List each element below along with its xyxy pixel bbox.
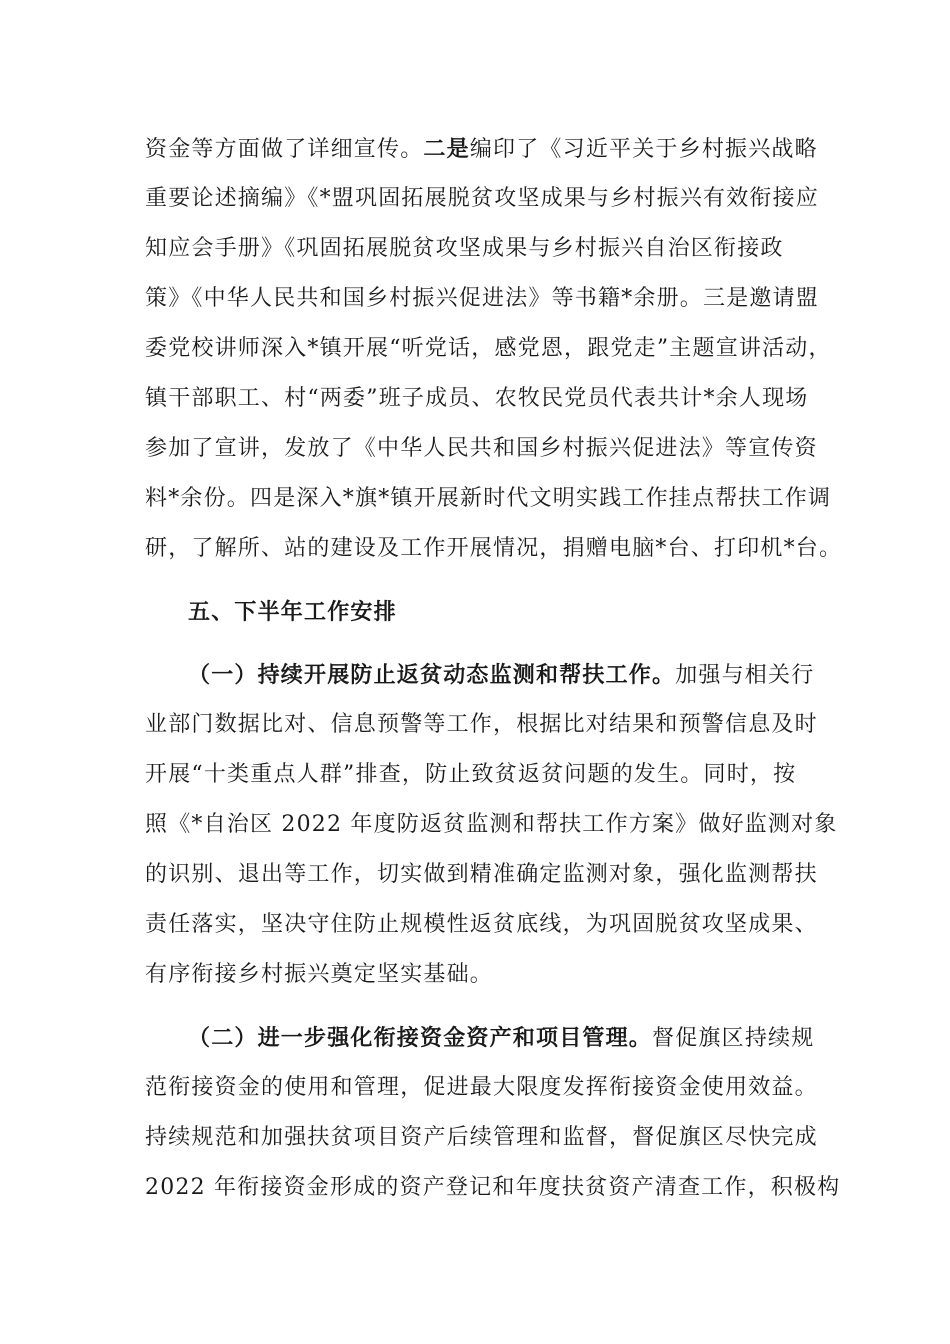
paragraph-line: 研，了解所、站的建设及工作开展情况，捐赠电脑*台、打印机*台。 — [145, 536, 843, 561]
paragraph-line: 重要论述摘编》《*盟巩固拓展脱贫攻坚成果与乡村振兴有效衔接应 — [145, 186, 820, 211]
bold-keyword: 二是 — [423, 136, 470, 162]
paragraph-line: 业部门数据比对、信息预警等工作，根据比对结果和预警信息及时 — [145, 712, 818, 737]
paragraph-line: 有序衔接乡村振兴奠定坚实基础。 — [145, 962, 494, 987]
paragraph-line: 责任落实，坚决守住防止规模性返贫底线，为巩固脱贫攻坚成果、 — [145, 912, 818, 937]
paragraph-line: 镇干部职工、村“两委”班子成员、农牧民党员代表共计*余人现场 — [145, 386, 809, 411]
paragraph-line: 范衔接资金的使用和管理，促进最大限度发挥衔接资金使用效益。 — [145, 1075, 818, 1100]
paragraph-line: 开展“十类重点人群”排查，防止致贫返贫问题的发生。同时，按 — [145, 762, 797, 787]
paragraph-line: 2022 年衔接资金形成的资产登记和年度扶贫资产清查工作，积极构 — [145, 1175, 841, 1200]
subsection-title: （一）持续开展防止返贫动态监测和帮扶工作。 — [188, 662, 676, 688]
paragraph-line: 策》《中华人民共和国乡村振兴促进法》等书籍*余册。三是邀请盟 — [145, 286, 820, 311]
subsection-title: （二）进一步强化衔接资金资产和项目管理。 — [188, 1025, 653, 1051]
text-run: 编印了《习近平关于乡村振兴战略 — [469, 137, 818, 162]
section-heading: 五、下半年工作安排 — [188, 599, 397, 625]
paragraph-line: 持续规范和加强扶贫项目资产后续管理和监督，督促旗区尽快完成 — [145, 1125, 818, 1150]
paragraph-line: 料*余份。四是深入*旗*镇开展新时代文明实践工作挂点帮扶工作调 — [145, 486, 832, 511]
paragraph-line: 参加了宣讲，发放了《中华人民共和国乡村振兴促进法》等宣传资 — [145, 436, 818, 461]
paragraph-line: 的识别、退出等工作，切实做到精准确定监测对象，强化监测帮扶 — [145, 862, 818, 887]
paragraph-line — [188, 660, 814, 691]
paragraph-line — [188, 1023, 814, 1054]
text-run: 加强与相关行 — [675, 663, 815, 688]
paragraph-line: 委党校讲师深入*镇开展“听党话，感党恩，跟党走”主题宣讲活动， — [145, 336, 832, 361]
text-run: 督促旗区持续规 — [652, 1026, 815, 1051]
paragraph-line: 照《*自治区 2022 年度防返贫监测和帮扶工作方案》做好监测对象 — [145, 812, 838, 837]
paragraph-line — [145, 134, 818, 165]
paragraph-line: 知应会手册》《巩固拓展脱贫攻坚成果与乡村振兴自治区衔接政 — [145, 236, 784, 261]
text-run: 资金等方面做了详细宣传。 — [145, 137, 424, 162]
